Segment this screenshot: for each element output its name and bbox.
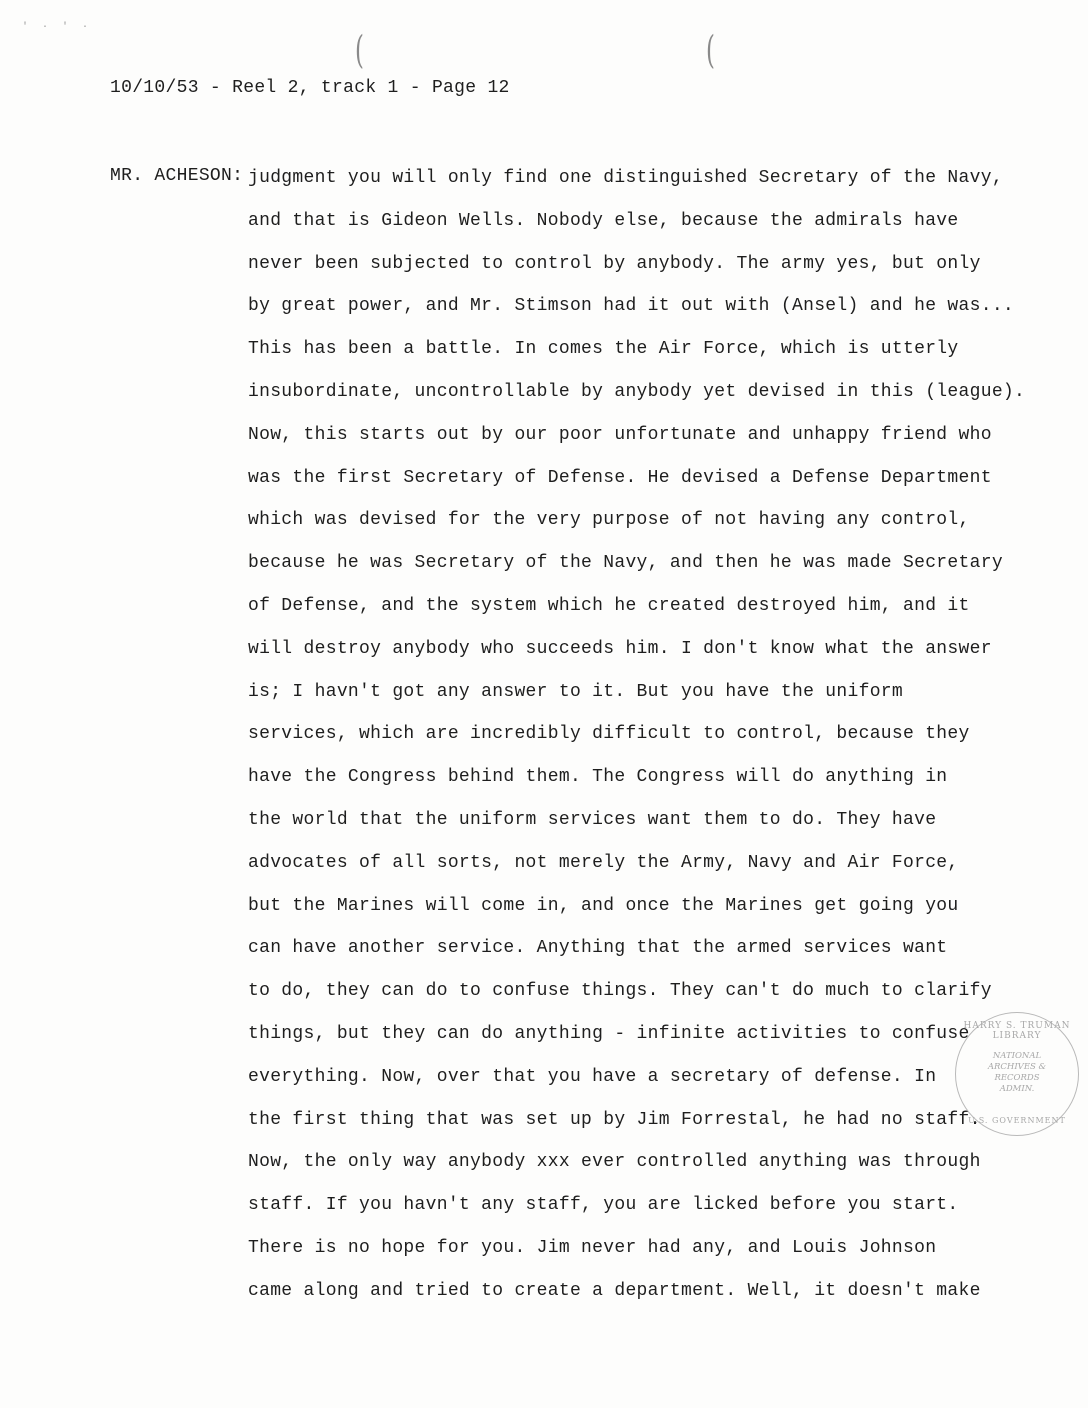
transcript-line: is; I havn't got any answer to it. But you have the uniform [248,681,904,702]
transcript-line: and that is Gideon Wells. Nobody else, because the admirals have [248,210,959,231]
transcript-line: Now, the only way anybody xxx ever controlled anything was through [248,1152,981,1173]
transcript-line: of Defense, and the system which he created destroyed him, and it [248,595,970,616]
transcript-line: will destroy anybody who succeeds him. I don't know what the answer [248,638,992,659]
transcript-line: because he was Secretary of the Navy, and then he was made Secretary [248,553,1003,574]
transcript-line: was the first Secretary of Defense. He devised a Defense Department [248,467,992,488]
speaker-label: MR. ACHESON: [110,166,244,186]
transcript-line: to do, they can do to confuse things. They can't do much to clarify [248,981,992,1002]
seal-center-line: NATIONAL [992,1051,1042,1061]
transcript-line: judgment you will only find one distinguished Secretary of the Navy, [248,168,1003,188]
transcript-line: everything. Now, over that you have a secretary of defense. In [248,1066,937,1087]
transcript-line: There is no hope for you. Jim never had any, and Louis Johnson [248,1237,937,1258]
transcript-line: came along and tried to create a department. Well, it doesn't make [248,1280,981,1301]
transcript-line: the world that the uniform services want them to do. They have [248,809,937,830]
seal-bottom-text: U.S. GOVERNMENT [968,1116,1066,1125]
transcript-line: by great power, and Mr. Stimson had it out with (Ansel) and he was... [248,296,1015,317]
transcript-line: staff. If you havn't any staff, you are licked before you start. [248,1195,959,1216]
transcript-line: the first thing that was set up by Jim Forrestal, he had no staff. [248,1109,981,1130]
seal-top-text: HARRY S. TRUMAN LIBRARY [963,1021,1071,1041]
library-seal-stamp [955,1012,1079,1136]
transcript-line: things, but they can do anything - infinite activities to confuse [248,1023,970,1044]
transcript-line: insubordinate, uncontrollable by anybody yet devised in this (league). [248,381,1026,402]
page-header: 10/10/53 - Reel 2, track 1 - Page 12 [110,78,510,98]
punch-mark-right: ( [705,28,715,72]
seal-center-text [956,1051,1078,1095]
punch-mark-left: ( [354,28,364,72]
transcript-line: services, which are incredibly difficult to control, because they [248,724,970,745]
transcript-line: but the Marines will come in, and once the Marines get going you [248,895,959,916]
transcript-line: can have another service. Anything that the armed services want [248,938,948,959]
seal-center-line: RECORDS [994,1073,1040,1083]
transcript-line: which was devised for the very purpose of not having any control, [248,510,970,531]
transcript-line: never been subjected to control by anybody. The army yes, but only [248,253,981,274]
transcript-line: have the Congress behind them. The Congress will do anything in [248,767,948,788]
seal-center-line: ARCHIVES & [987,1062,1047,1072]
scan-specks: ' · ' · [22,22,93,33]
seal-center-line: ADMIN. [999,1084,1035,1094]
transcript-line: Now, this starts out by our poor unfortunate and unhappy friend who [248,424,992,445]
transcript-line: This has been a battle. In comes the Air Force, which is utterly [248,339,959,360]
transcript-line: advocates of all sorts, not merely the Army, Navy and Air Force, [248,852,959,873]
